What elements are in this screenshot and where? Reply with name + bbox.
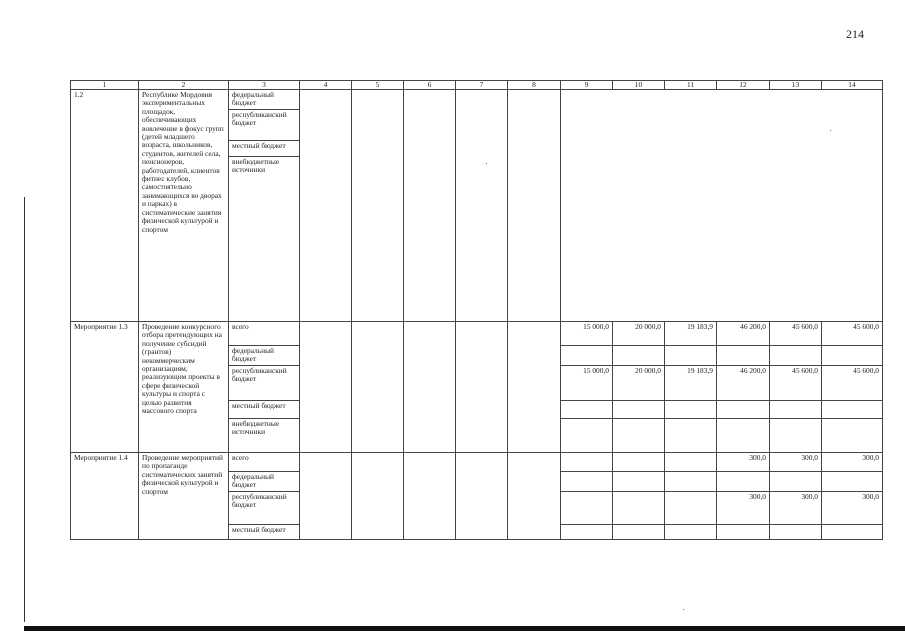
value-cell: 300,0	[822, 453, 883, 472]
value-cell: 19 183,9	[665, 322, 717, 346]
funding-source: республиканский бюджет	[229, 492, 300, 525]
value-cell: 45 600,0	[822, 322, 883, 346]
item-name: Проведение конкурсного отбора претендующих на получение субсидий (грантов) некоммерческим организациям, реализующим проекты в сфере физической культуры и спорта с целью развития массового спорта	[139, 322, 229, 453]
funding-source: внебюджетные источники	[229, 419, 300, 453]
value-cell: 20 000,0	[613, 322, 665, 346]
value-cell: 20 000,0	[613, 366, 665, 401]
column-number: 4	[300, 81, 352, 90]
value-cell: 45 600,0	[770, 366, 822, 401]
funding-source: федеральный бюджет	[229, 472, 300, 492]
value-cell: 15 000,0	[561, 322, 613, 346]
value-cell: 45 600,0	[770, 322, 822, 346]
item-code: 1.2	[71, 90, 139, 322]
value-cell: 46 200,0	[717, 366, 770, 401]
funding-source: местный бюджет	[229, 401, 300, 419]
item-name: Проведение мероприятий по пропаганде систематических занятий физической культурой и спортом	[139, 453, 229, 540]
column-number: 7	[456, 81, 508, 90]
funding-source: республиканский бюджет	[229, 366, 300, 401]
funding-source: местный бюджет	[229, 141, 300, 157]
scan-speck	[683, 609, 684, 610]
table-row	[71, 453, 883, 472]
value-cell: 46 200,0	[717, 322, 770, 346]
column-number: 8	[508, 81, 561, 90]
empty-values-block	[561, 90, 883, 322]
value-cell: 300,0	[770, 492, 822, 525]
column-number: 10	[613, 81, 665, 90]
funding-source: республиканский бюджет	[229, 110, 300, 141]
value-cell: 300,0	[717, 492, 770, 525]
column-number: 11	[665, 81, 717, 90]
column-number: 9	[561, 81, 613, 90]
funding-source: местный бюджет	[229, 525, 300, 540]
funding-source: внебюджетные источники	[229, 157, 300, 322]
value-cell: 45 600,0	[822, 366, 883, 401]
value-cell: 19 183,9	[665, 366, 717, 401]
item-name: Республике Мордовия экспериментальных площадок, обеспечивающих вовлечение в фокус групп (детей младшего возраста, школьников, студентов, жителей села, пенсионеров, работодателей, клиентов фитнес клубов, самостоятельно занимающихся во дворах и парках) в систематические занятия физической культурой и спортом	[139, 90, 229, 322]
table-row	[71, 90, 883, 110]
column-number: 1	[71, 81, 139, 90]
funding-source: федеральный бюджет	[229, 90, 300, 110]
column-number: 12	[717, 81, 770, 90]
value-cell: 300,0	[822, 492, 883, 525]
column-number: 6	[404, 81, 456, 90]
column-number: 13	[770, 81, 822, 90]
funding-source: федеральный бюджет	[229, 346, 300, 366]
table-row	[71, 322, 883, 346]
scan-bottom-border	[24, 626, 905, 631]
column-number-row	[71, 81, 883, 90]
column-number: 5	[352, 81, 404, 90]
budget-table	[70, 80, 883, 540]
value-cell: 300,0	[717, 453, 770, 472]
scan-edge-line	[24, 197, 25, 622]
funding-source: всего	[229, 453, 300, 472]
column-number: 14	[822, 81, 883, 90]
item-code: Мероприятие 1.3	[71, 322, 139, 453]
funding-source: всего	[229, 322, 300, 346]
item-code: Мероприятие 1.4	[71, 453, 139, 540]
column-number: 3	[229, 81, 300, 90]
value-cell: 300,0	[770, 453, 822, 472]
value-cell: 15 000,0	[561, 366, 613, 401]
column-number: 2	[139, 81, 229, 90]
page-number: 214	[846, 27, 864, 41]
